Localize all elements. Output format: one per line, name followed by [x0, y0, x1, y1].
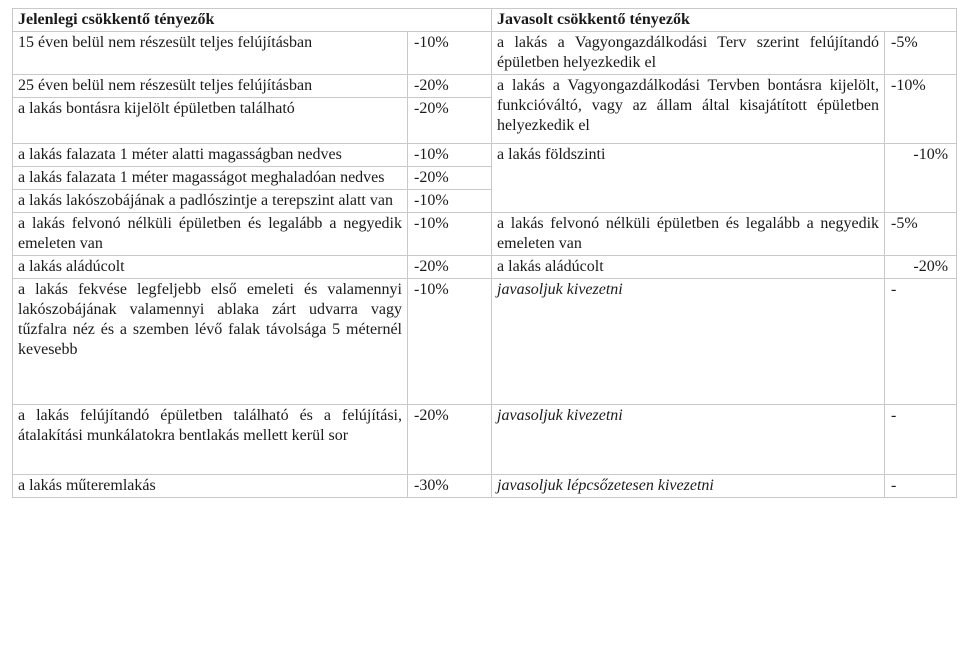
proposed-factor-text: a lakás a Vagyongazdálkodási Tervben bontásra kijelölt, funkcióváltó, vagy az állam által kisajátított épületben helyezkedik el — [492, 75, 885, 144]
current-factor-percent: -10% — [408, 213, 492, 256]
current-factor-percent: -20% — [408, 167, 492, 190]
current-factor-percent: -20% — [408, 256, 492, 279]
current-factor-percent: -20% — [408, 98, 492, 144]
table-header-row — [13, 9, 957, 32]
proposed-factor-text: javasoljuk lépcsőzetesen kivezetni — [492, 475, 885, 498]
current-factor-percent: -10% — [408, 32, 492, 75]
current-factor-text: a lakás lakószobájának a padlószintje a terepszint alatt van — [13, 190, 408, 213]
table-row — [13, 144, 957, 167]
header-current-factors: Jelenlegi csökkentő tényezők — [13, 9, 492, 32]
proposed-factor-percent: -10% — [885, 144, 957, 213]
table-row — [13, 475, 957, 498]
proposed-factor-text: javasoljuk kivezetni — [492, 279, 885, 405]
proposed-factor-percent: - — [885, 405, 957, 475]
table-row — [13, 213, 957, 256]
proposed-factor-text: a lakás felvonó nélküli épületben és legalább a negyedik emeleten van — [492, 213, 885, 256]
current-factor-text: 15 éven belül nem részesült teljes felújításban — [13, 32, 408, 75]
current-factor-percent: -30% — [408, 475, 492, 498]
proposed-factor-percent: - — [885, 279, 957, 405]
table-row — [13, 256, 957, 279]
current-factor-text: 25 éven belül nem részesült teljes felújításban — [13, 75, 408, 98]
proposed-factor-text: a lakás a Vagyongazdálkodási Terv szerint felújítandó épületben helyezkedik el — [492, 32, 885, 75]
proposed-factor-percent: -5% — [885, 213, 957, 256]
document-page — [12, 8, 960, 498]
proposed-factor-text: javasoljuk kivezetni — [492, 405, 885, 475]
current-factor-percent: -20% — [408, 75, 492, 98]
current-factor-percent: -10% — [408, 279, 492, 405]
current-factor-text: a lakás fekvése legfeljebb első emeleti és valamennyi lakószobájának valamennyi ablaka zárt udvarra vagy tűzfalra néz és a szemben lévő falak távolsága 5 méternél kevesebb — [13, 279, 408, 405]
proposed-factor-percent: - — [885, 475, 957, 498]
current-factor-percent: -10% — [408, 190, 492, 213]
proposed-factor-percent: -20% — [885, 256, 957, 279]
proposed-factor-percent: -5% — [885, 32, 957, 75]
current-factor-text: a lakás műteremlakás — [13, 475, 408, 498]
proposed-factor-text: a lakás aládúcolt — [492, 256, 885, 279]
current-factor-text: a lakás falazata 1 méter alatti magasságban nedves — [13, 144, 408, 167]
table-row — [13, 279, 957, 405]
current-factor-text: a lakás bontásra kijelölt épületben található — [13, 98, 408, 144]
reduction-factors-table — [12, 8, 957, 498]
proposed-factor-text: a lakás földszinti — [492, 144, 885, 213]
current-factor-text: a lakás falazata 1 méter magasságot meghaladóan nedves — [13, 167, 408, 190]
header-proposed-factors: Javasolt csökkentő tényezők — [492, 9, 957, 32]
table-row — [13, 32, 957, 75]
proposed-factor-percent: -10% — [885, 75, 957, 144]
current-factor-percent: -10% — [408, 144, 492, 167]
current-factor-text: a lakás felújítandó épületben található és a felújítási, átalakítási munkálatokra bentlakás mellett kerül sor — [13, 405, 408, 475]
current-factor-text: a lakás aládúcolt — [13, 256, 408, 279]
current-factor-percent: -20% — [408, 405, 492, 475]
current-factor-text: a lakás felvonó nélküli épületben és legalább a negyedik emeleten van — [13, 213, 408, 256]
table-row — [13, 405, 957, 475]
table-row — [13, 75, 957, 98]
